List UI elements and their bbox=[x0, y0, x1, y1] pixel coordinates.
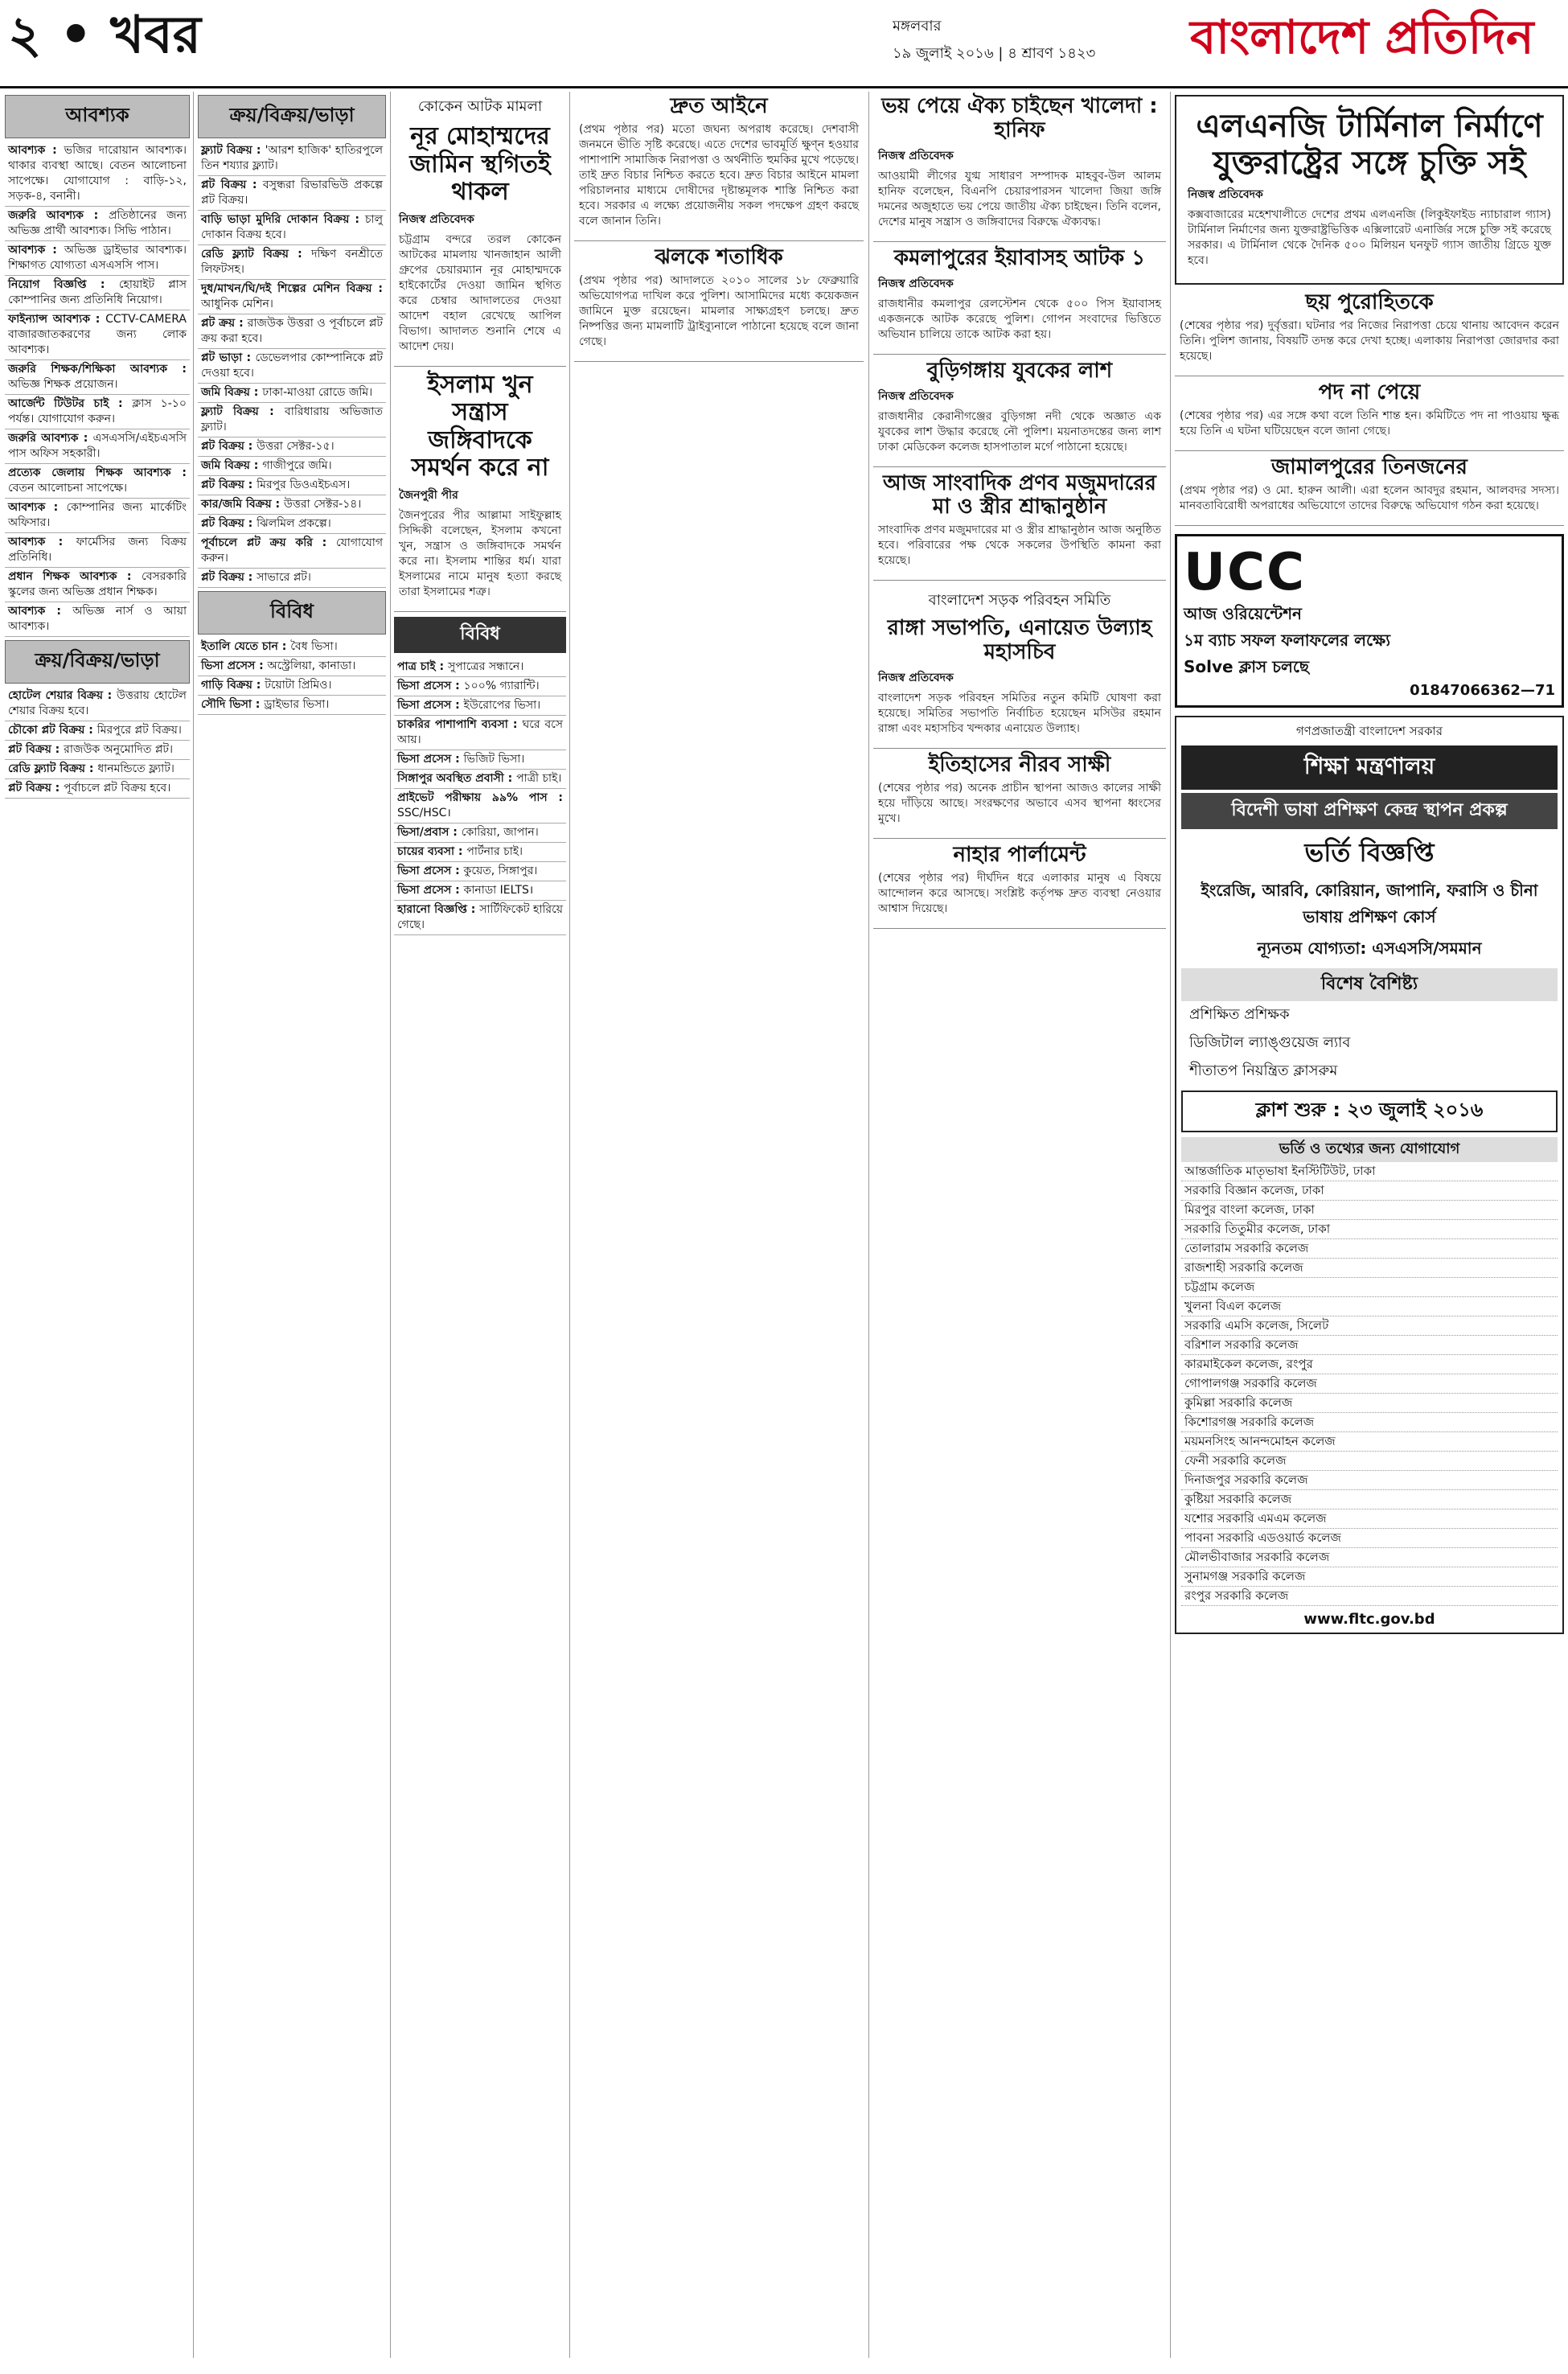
classified-text: এসএসসি/এইচএসসি পাস অফিস সহকারী। bbox=[8, 432, 187, 460]
classified-ad bbox=[394, 862, 566, 881]
classified-ad bbox=[5, 241, 190, 276]
classified-ad bbox=[5, 533, 190, 568]
story-headline: রাঙ্গা সভাপতি, এনায়েত উল্যাহ মহাসচিব bbox=[887, 616, 1152, 665]
story-headline: বুড়িগঙ্গায় যুবকের লাশ bbox=[926, 358, 1113, 383]
ad-contact-row: যশোর সরকারি এমএম কলেজ bbox=[1181, 1509, 1558, 1529]
ad-website: www.fltc.gov.bd bbox=[1303, 1610, 1435, 1628]
section-heading: আবশ্যক bbox=[5, 95, 190, 138]
hanif-story bbox=[873, 95, 1166, 242]
classified-ad bbox=[5, 207, 190, 241]
story-body: (শেষের পৃষ্ঠার পর) দীর্ঘদিন ধরে এলাকার মানুষ এ বিষয়ে আন্দোলন করে আসছে। সংশ্লিষ্ট কর্তৃপক্ষ দ্রুত ব্যবস্থা নেওয়ার আশ্বাস দিয়েছে। bbox=[878, 871, 1161, 915]
classified-text: অস্ট্রেলিয়া, কানাডা। bbox=[267, 659, 356, 672]
ad-line: Solve ক্লাস চলছে bbox=[1184, 656, 1310, 676]
story-headline: নাহার পার্লামেন্ট bbox=[953, 843, 1086, 868]
classified-text: ভিজিট ভিসা। bbox=[463, 752, 525, 766]
classified-text: চালু দোকান বিক্রয় হবে। bbox=[201, 213, 383, 241]
ad-contact-row: সরকারি এমসি কলেজ, সিলেট bbox=[1181, 1316, 1558, 1336]
classified-tag: ইতালি যেতে চান : bbox=[201, 640, 291, 653]
yaba-story bbox=[873, 247, 1166, 355]
classified-tag: ভিসা প্রসেস : bbox=[397, 679, 464, 692]
page-label: ২ • খবর bbox=[8, 6, 201, 65]
story-body: (প্রথম পৃষ্ঠার পর) ও মো. হারুন আলী। এরা হলেন আবদুর রহমান, আলবদর সদস্য। মানবতাবিরোধী অপরাধের অভিযোগে তাদের বিরুদ্ধে অভিযোগ গঠন করা হয়েছে। bbox=[1180, 483, 1559, 512]
issue-date: ১৯ জুলাই ২০১৬ | ৪ শ্রাবণ ১৪২৩ bbox=[893, 45, 1096, 62]
column-rule bbox=[569, 92, 570, 2358]
classified-ad bbox=[5, 499, 190, 533]
classified-text: রাজউক অনুমোদিত প্লট। bbox=[64, 743, 174, 756]
classified-ad bbox=[198, 495, 386, 515]
classified-text: পূর্বাচলে প্লট বিক্রয় হবে। bbox=[64, 782, 171, 795]
story-body: (শেষের পৃষ্ঠার পর) অনেক প্রাচীন স্থাপনা আজও কালের সাক্ষী হয়ে দাঁড়িয়ে আছে। সংরক্ষণের অভাবে এসব স্থাপনা ধ্বংসের মুখে। bbox=[878, 782, 1161, 826]
classified-tag: ফ্ল্যাট বিক্রয় : bbox=[201, 144, 265, 157]
classified-tag: প্লট বিক্রয় : bbox=[8, 782, 64, 795]
classified-ad bbox=[394, 901, 566, 935]
classified-tag: রেডি ফ্ল্যাট বিক্রয় : bbox=[201, 248, 312, 261]
classified-text: ঝিলমিল প্রকল্পে। bbox=[257, 517, 331, 530]
classified-ad bbox=[5, 464, 190, 499]
classified-ad bbox=[198, 280, 386, 314]
story-headline: ইতিহাসের নীরব সাক্ষী bbox=[928, 753, 1111, 778]
story-body: (প্রথম পৃষ্ঠার পর) মতো জঘন্য অপরাধ করেছে। দেশবাসী জনমনে ভীতি সৃষ্টি করেছে। এতে দেশের ভাবমূর্তি ক্ষুণ্ন হওয়ার পাশাপাশি সামাজিক নিরাপত্তা ও অর্থনীতি হুমকির মুখে পড়েছে। তাই দ্রুত বিচার নিশ্চিত করতে হবে। দ্রুত বিচার আইনে মামলা পরিচালনার মাধ্যমে দোষীদের দৃষ্টান্তমূলক শাস্তি নিশ্চিত করা হবে। সরকার এ লক্ষ্যে প্রয়োজনীয় সকল পদক্ষেপ গ্রহণ করছে বলে জানান তিনি। bbox=[579, 122, 859, 228]
classified-ad bbox=[5, 395, 190, 429]
ad-contact-row: ফেনী সরকারি কলেজ bbox=[1181, 1452, 1558, 1471]
ad-contact-row: কুমিল্লা সরকারি কলেজ bbox=[1181, 1394, 1558, 1413]
classified-tag: ভিসা প্রসেস : bbox=[397, 698, 464, 712]
classified-tag: জমি বিক্রয় : bbox=[201, 386, 263, 399]
ad-line: আজ ওরিয়েন্টেশন bbox=[1184, 603, 1302, 623]
story-body: বাংলাদেশ সড়ক পরিবহন সমিতির নতুন কমিটি ঘোষণা করা হয়েছে। সমিতির সভাপতি নির্বাচিত হয়েছেন মসিউর রহমান রাঙ্গা এবং মহাসচিব খন্দকার এনায়েত উল্যাহ। bbox=[878, 692, 1161, 736]
classified-text: পার্টনার চাই। bbox=[466, 844, 523, 858]
classified-ad bbox=[198, 384, 386, 403]
ad-qualification: ন্যূনতম যোগ্যতা: এসএসসি/সমমান bbox=[1257, 938, 1482, 958]
story-headline: নূর মোহাম্মদের জামিন স্থগিতই থাকল bbox=[409, 122, 551, 206]
ad-ministry: শিক্ষা মন্ত্রণালয় bbox=[1181, 745, 1558, 790]
classified-ad bbox=[5, 568, 190, 602]
classified-text: কুয়েত, সিঙ্গাপুর। bbox=[463, 864, 538, 877]
classified-ad bbox=[394, 824, 566, 843]
classified-tag: সৌদি ভিসা : bbox=[201, 698, 265, 711]
classified-text: আধুনিক মেশিন। bbox=[201, 298, 273, 310]
column-rule bbox=[1170, 92, 1171, 2358]
story-headline: কমলাপুরের ইয়াবাসহ আটক ১ bbox=[893, 245, 1146, 270]
classified-tag: ভিসা/প্রবাস : bbox=[397, 825, 462, 839]
classified-ad bbox=[394, 716, 566, 750]
classified-tag: ফাইন্যান্স আবশ্যক : bbox=[8, 313, 106, 326]
classified-tag: ভিসা প্রসেস : bbox=[397, 864, 464, 877]
classified-text: ধানমন্ডিতে ফ্ল্যাট। bbox=[97, 762, 174, 775]
ad-contact-list bbox=[1181, 1162, 1558, 1606]
news-column-3 bbox=[394, 92, 566, 2358]
govt-admission-advertisement bbox=[1175, 716, 1564, 1634]
classified-text: মিরপুর ডিওএইচএস। bbox=[257, 478, 351, 491]
classified-text: অভিজ্ঞ নার্স ও আয়া আবশ্যক। bbox=[8, 605, 187, 633]
story-headline: ইসলাম খুন সন্ত্রাস জঙ্গিবাদকে সমর্থন করে না bbox=[411, 370, 549, 482]
story-byline: নিজস্ব প্রতিবেদক bbox=[399, 212, 474, 226]
ad-contact-row: তোলারাম সরকারি কলেজ bbox=[1181, 1239, 1558, 1259]
ad-contact-row: কিশোরগঞ্জ সরকারি কলেজ bbox=[1181, 1413, 1558, 1432]
ad-feature: শীতাতপ নিয়ন্ত্রিত ক্লাসরুম bbox=[1189, 1062, 1338, 1079]
ad-contact-row: রংপুর সরকারি কলেজ bbox=[1181, 1587, 1558, 1606]
classified-ad bbox=[5, 741, 190, 760]
ad-contact-row: মৌলভীবাজার সরকারি কলেজ bbox=[1181, 1548, 1558, 1567]
story-headline: ছয় পুরোহিতকে bbox=[1305, 290, 1434, 314]
classified-tag: প্রধান শিক্ষক আবশ্যক : bbox=[8, 570, 142, 583]
ad-contact-row: দিনাজপুর সরকারি কলেজ bbox=[1181, 1471, 1558, 1490]
classified-list bbox=[5, 142, 190, 637]
story-headline: পদ না পেয়ে bbox=[1318, 380, 1421, 405]
classified-tag: প্লট বিক্রয় : bbox=[201, 571, 257, 584]
classified-tag: প্লট বিক্রয় : bbox=[8, 743, 64, 756]
issue-day: মঙ্গলবার bbox=[893, 18, 942, 35]
speedy-law-story bbox=[574, 95, 864, 241]
section-heading: ক্রয়/বিক্রয়/ভাড়া bbox=[198, 95, 386, 138]
ad-government: গণপ্রজাতন্ত্রী বাংলাদেশ সরকার bbox=[1295, 723, 1443, 738]
classified-ad bbox=[5, 142, 190, 207]
story-byline: জৈনপুরী পীর bbox=[399, 488, 458, 502]
story-byline: নিজস্ব প্রতিবেদক bbox=[878, 277, 954, 290]
priests-story bbox=[1175, 291, 1564, 376]
classified-ad bbox=[5, 310, 190, 360]
classified-ad bbox=[198, 676, 386, 696]
classified-tag: হোটেল শেয়ার বিক্রয় : bbox=[8, 689, 117, 702]
story-headline: আজ সাংবাদিক প্রণব মজুমদারের মা ও স্ত্রীর শ্রাদ্ধানুষ্ঠান bbox=[883, 470, 1156, 520]
classified-text: মিরপুরে প্লট বিক্রয়। bbox=[96, 724, 182, 737]
classified-list bbox=[198, 142, 386, 588]
classifieds-column-1 bbox=[5, 92, 190, 2358]
classified-tag: জরুরি আবশ্যক : bbox=[8, 209, 109, 222]
section-heading: বিবিধ bbox=[394, 617, 566, 653]
classified-text: পাত্রী চাই। bbox=[516, 771, 562, 785]
classified-ad bbox=[198, 696, 386, 715]
story-headline: জামালপুরের তিনজনের bbox=[1271, 454, 1467, 479]
ucc-logo: UCC bbox=[1184, 542, 1306, 602]
classified-tag: আর্জেন্ট টিউটর চাই : bbox=[8, 397, 133, 410]
classified-tag: জমি বিক্রয় : bbox=[201, 459, 263, 472]
classified-text: প্রতিষ্ঠানের জন্য অভিজ্ঞ প্রার্থী আবশ্যক। সিভি পাঠান। bbox=[8, 209, 187, 237]
classified-tag: প্রত্যেক জেলায় শিক্ষক আবশ্যক : bbox=[8, 466, 187, 479]
classified-text: ডেভেলপার কোম্পানিকে প্লট দেওয়া হবে। bbox=[201, 351, 384, 380]
column-rule bbox=[390, 92, 391, 2358]
story-byline: নিজস্ব প্রতিবেদক bbox=[878, 149, 954, 162]
jhalokathi-story bbox=[574, 246, 864, 362]
story-body: (শেষের পৃষ্ঠার পর) এর সঙ্গে কথা বলে তিনি শান্ত হন। কমিটিতে পদ না পাওয়ায় ক্ষুব্ধ হয়ে তিনি এ ঘটনা ঘটিয়েছেন বলে জানা গেছে। bbox=[1180, 409, 1559, 437]
classified-tag: আবশ্যক : bbox=[8, 501, 67, 514]
classified-tag: প্লট বিক্রয় : bbox=[201, 179, 263, 191]
classified-text: কোম্পানির জন্য মার্কেটিং অফিসার। bbox=[8, 501, 187, 529]
classified-text: বসুন্ধরা রিভারভিউ প্রকল্পে প্লট বিক্রয়। bbox=[201, 179, 383, 207]
classified-text: রাজউক উত্তরা ও পূর্বাচলে প্লট ক্রয় করা হবে। bbox=[201, 317, 383, 345]
ad-contact-row: ময়মনসিংহ আনন্দমোহন কলেজ bbox=[1181, 1432, 1558, 1452]
jamalpur-story bbox=[1175, 456, 1564, 526]
ad-feature: ডিজিটাল ল্যাঙ্গুয়েজ ল্যাব bbox=[1189, 1033, 1351, 1051]
shraddha-story bbox=[873, 472, 1166, 581]
story-headline: ঝলকে শতাধিক bbox=[655, 244, 783, 269]
classified-ad bbox=[394, 677, 566, 696]
classified-tag: আবশ্যক : bbox=[8, 605, 73, 618]
classified-ad bbox=[394, 750, 566, 770]
classified-tag: জরুরি আবশ্যক : bbox=[8, 432, 93, 445]
post-denied-story bbox=[1175, 381, 1564, 451]
classified-tag: বাড়ি ভাড়া মুদিরি দোকান বিক্রয় : bbox=[201, 213, 365, 226]
story-body: (শেষের পৃষ্ঠার পর) দুর্বৃত্তরা। ঘটনার পর নিজের নিরাপত্তা চেয়ে থানায় আবেদন করেন তিনি। পুলিশ জানায়, বিষয়টি তদন্ত করে দেখা হচ্ছে। এলাকায় নিরাপত্তা জোরদার করা হয়েছে। bbox=[1180, 318, 1559, 363]
classified-tag: পাত্র চাই : bbox=[397, 659, 448, 673]
classified-ad bbox=[5, 760, 190, 779]
story-kicker: কোকেন আটক মামলা bbox=[417, 98, 543, 115]
classified-text: অভিজ্ঞ ড্রাইভার আবশ্যক। শিক্ষাগত যোগ্যতা এসএসসি পাস। bbox=[8, 244, 187, 272]
ad-contact-row: সুনামগঞ্জ সরকারি কলেজ bbox=[1181, 1567, 1558, 1587]
classified-list bbox=[198, 638, 386, 715]
news-column-4 bbox=[574, 92, 864, 2358]
classified-ad bbox=[394, 696, 566, 716]
ad-feature: প্রশিক্ষিত প্রশিক্ষক bbox=[1189, 1005, 1290, 1023]
classified-tag: গাড়ি বিক্রয় : bbox=[201, 679, 265, 692]
classified-text: উত্তরা সেক্টর-১৫। bbox=[257, 440, 335, 453]
classified-ad bbox=[198, 534, 386, 569]
ad-class-start: ক্লাশ শুরু : ২৩ জুলাই ২০১৬ bbox=[1181, 1090, 1558, 1132]
classified-ad bbox=[198, 403, 386, 437]
news-column-5 bbox=[873, 92, 1166, 2358]
story-byline: নিজস্ব প্রতিবেদক bbox=[1188, 188, 1263, 201]
classified-ad bbox=[5, 687, 190, 721]
story-body: রাজধানীর কেরানীগঞ্জের বুড়িগঙ্গা নদী থেকে অজ্ঞাত এক যুবকের লাশ উদ্ধার করেছে নৌ পুলিশ। ময়নাতদন্তের জন্য লাশ ঢাকা মেডিকেল কলেজ হাসপাতাল মর্গে পাঠানো হয়েছে। bbox=[878, 409, 1161, 454]
classified-tag: চৌকো প্লট বিক্রয় : bbox=[8, 724, 97, 737]
classified-tag: চাকরির পাশাপাশি ব্যবসা : bbox=[397, 717, 523, 731]
ad-contact-title: ভর্তি ও তথ্যের জন্য যোগাযোগ bbox=[1181, 1137, 1558, 1162]
classified-tag: জরুরি শিক্ষক/শিক্ষিকা আবশ্যক : bbox=[8, 363, 187, 376]
classified-text: কানাডা IELTS। bbox=[463, 883, 534, 897]
section-heading: ক্রয়/বিক্রয়/ভাড়া bbox=[5, 640, 190, 684]
classified-tag: পূর্বাচলে প্লট ক্রয় করি : bbox=[201, 536, 337, 549]
classified-tag: প্লট ভাড়া : bbox=[201, 351, 256, 364]
story-body: (প্রথম পৃষ্ঠার পর) আদালতে ২০১০ সালের ১৮ ফেব্রুয়ারি অভিযোগপত্র দাখিল করে পুলিশ। আসামিদের মধ্যে কয়েকজন জামিনে মুক্ত রয়েছেন। মামলার সাক্ষ্যগ্রহণ চলছে। দ্রুত নিষ্পত্তির জন্য মামলাটি ট্রাইব্যুনালে পাঠানো হয়েছে বলে জানা গেছে। bbox=[579, 273, 859, 348]
classified-ad bbox=[394, 770, 566, 789]
story-body: জৈনপুরের পীর আল্লামা সাইফুল্লাহ সিদ্দিকী বলেছেন, ইসলাম কখনো খুন, সন্ত্রাস ও জঙ্গিবাদকে সমর্থন করে না। ইসলাম শান্তির ধর্ম। যারা ইসলামের নামে মানুষ হত্যা করছে তারা ইসলামের শত্রু। bbox=[399, 508, 561, 598]
classified-ad bbox=[394, 789, 566, 824]
islam-story bbox=[394, 372, 566, 612]
column-rule bbox=[193, 92, 194, 2358]
classified-text: হোয়াইট প্লাস কোম্পানির জন্য প্রতিনিধি নিয়োগ। bbox=[8, 278, 187, 306]
classified-ad bbox=[394, 881, 566, 901]
story-kicker: বাংলাদেশ সড়ক পরিবহন সমিতি bbox=[928, 592, 1111, 610]
classified-ad bbox=[5, 276, 190, 310]
classified-ad bbox=[198, 349, 386, 384]
classified-ad bbox=[198, 142, 386, 176]
news-column-6 bbox=[1175, 92, 1564, 2358]
story-body: সাংবাদিক প্রণব মজুমদারের মা ও স্ত্রীর শ্রাদ্ধানুষ্ঠান আজ অনুষ্ঠিত হবে। পরিবারের পক্ষ থেকে সকলের উপস্থিতি কামনা করা হয়েছে। bbox=[878, 524, 1161, 568]
story-body: চট্টগ্রাম বন্দরে তরল কোকেন আটকের মামলায় খানজাহান আলী গ্রুপের চেয়ারম্যান নূর মোহাম্মদকে হাইকোর্টের দেওয়া জামিন স্থগিত করে চেম্বার আদালতের দেওয়া আদেশ বহাল রেখেছে আপিল বিভাগ। আদালত শুনানি শেষে এ আদেশ দেয়। bbox=[399, 232, 561, 353]
lng-story bbox=[1175, 95, 1564, 285]
classified-tag: প্লট বিক্রয় : bbox=[201, 440, 257, 453]
classified-text: উত্তরায় হোটেল শেয়ার বিক্রয় হবে। bbox=[8, 689, 187, 717]
ucc-advertisement bbox=[1175, 534, 1564, 708]
classified-text: ঘরে বসে আয়। bbox=[397, 717, 564, 746]
classified-ad bbox=[198, 476, 386, 495]
ad-contact-row: আন্তর্জাতিক মাতৃভাষা ইনস্টিটিউট, ঢাকা bbox=[1181, 1162, 1558, 1181]
classified-ad bbox=[198, 569, 386, 588]
ad-contact-row: কারমাইকেল কলেজ, রংপুর bbox=[1181, 1355, 1558, 1374]
story-headline: ভয় পেয়ে ঐক্য চাইছেন খালেদা : হানিফ bbox=[881, 94, 1158, 142]
ad-contact-row: খুলনা বিএল কলেজ bbox=[1181, 1297, 1558, 1316]
classified-tag: নিয়োগ বিজ্ঞপ্তি : bbox=[8, 278, 119, 291]
ad-features-title: বিশেষ বৈশিষ্ট্য bbox=[1181, 968, 1558, 1001]
masthead bbox=[0, 0, 1568, 88]
classified-text: 'আরশ হাজিক' হাতিরপুলে তিন শয্যার ফ্ল্যাট। bbox=[201, 144, 384, 172]
ad-languages: ইংরেজি, আরবি, কোরিয়ান, জাপানি, ফরাসি ও চীনা ভাষায় প্রশিক্ষণ কোর্স bbox=[1201, 880, 1538, 926]
ad-contact-row: কুষ্টিয়া সরকারি কলেজ bbox=[1181, 1490, 1558, 1509]
ad-contact-row: সরকারি তিতুমীর কলেজ, ঢাকা bbox=[1181, 1220, 1558, 1239]
classified-text: CCTV-CAMERA বাজারজাতকরণের জন্য লোক আবশ্যক। bbox=[8, 313, 187, 356]
classified-tag: ফ্ল্যাট বিক্রয় : bbox=[201, 405, 285, 418]
court-story bbox=[394, 92, 566, 367]
classified-text: ১০০% গ্যারান্টি। bbox=[463, 679, 540, 692]
story-body: কক্সবাজারের মহেশখালীতে দেশের প্রথম এলএনজি (লিকুইফাইড ন্যাচারাল গ্যাস) টার্মিনাল নির্মাণের জন্য যুক্তরাষ্ট্রভিত্তিক এক্সিলারেট এনার্জির সঙ্গে চুক্তি সই করেছে সরকার। এ টার্মিনাল থেকে দৈনিক ৫০০ মিলিয়ন ঘনফুট গ্যাস জাতীয় গ্রিডে যুক্ত হবে। bbox=[1188, 208, 1551, 267]
classified-text: ভজির দারোয়ান আবশ্যক। থাকার ব্যবস্থা আছে। বেতন আলোচনা সাপেক্ষে। যোগাযোগ : বাড়ি-১২, সড়ক-৪, বনানী। bbox=[8, 144, 187, 203]
classifieds-column-2 bbox=[198, 92, 386, 2358]
classified-tag: ভিসা প্রসেস : bbox=[397, 883, 464, 897]
newspaper-logo: বাংলাদেশ প্রতিদিন bbox=[1190, 10, 1534, 64]
story-headline: দ্রুত আইনে bbox=[670, 94, 768, 118]
story-body: আওয়ামী লীগের যুগ্ম সাধারণ সম্পাদক মাহবুব-উল আলম হানিফ বলেছেন, বিএনপি চেয়ারপারসন খালেদা জিয়া জঙ্গি দমনের অজুহাতে ভয় পেয়ে জাতীয় ঐক্য চাইছেন। তিনি বলেন, দেশের মানুষ সন্ত্রাস ও জঙ্গিবাদের বিরুদ্ধে ঐক্যবদ্ধ। bbox=[878, 169, 1161, 228]
classified-tag: আবশ্যক : bbox=[8, 144, 64, 157]
ad-contact-row: মিরপুর বাংলা কলেজ, ঢাকা bbox=[1181, 1201, 1558, 1220]
classified-text: ইউরোপের ভিসা। bbox=[463, 698, 541, 712]
classified-ad bbox=[5, 602, 190, 637]
classified-ad bbox=[394, 843, 566, 862]
classified-text: সার্টিফিকেট হারিয়ে গেছে। bbox=[397, 902, 563, 931]
classified-text: উত্তরা সেক্টর-১৪। bbox=[283, 498, 362, 511]
classified-tag: হারানো বিজ্ঞপ্তি : bbox=[397, 902, 480, 916]
classified-text: ঢাকা-মাওয়া রোডে জমি। bbox=[262, 386, 373, 399]
classified-text: কোরিয়া, জাপান। bbox=[461, 825, 539, 839]
classified-text: টয়োটা প্রিমিও। bbox=[265, 679, 332, 692]
history-witness-story bbox=[873, 754, 1166, 839]
ad-project: বিদেশী ভাষা প্রশিক্ষণ কেন্দ্র স্থাপন প্রকল্প bbox=[1181, 793, 1558, 829]
classified-tag: চায়ের ব্যবসা : bbox=[397, 844, 467, 858]
classified-tag: রেডি ফ্ল্যাট বিক্রয় : bbox=[8, 762, 98, 775]
classified-text: ড্রাইভার ভিসা। bbox=[264, 698, 330, 711]
classified-ad bbox=[198, 657, 386, 676]
nahar-story bbox=[873, 844, 1166, 929]
classified-text: সাভারে প্লট। bbox=[257, 571, 311, 584]
classified-tag: প্লট বিক্রয় : bbox=[201, 478, 257, 491]
section-heading: বিবিধ bbox=[198, 591, 386, 635]
classified-ad bbox=[5, 721, 190, 741]
classified-tag: আবশ্যক : bbox=[8, 536, 76, 548]
classified-text: দক্ষিণ বনশ্রীতে লিফটসহ। bbox=[201, 248, 383, 276]
classified-tag: ভিসা প্রসেস : bbox=[201, 659, 268, 672]
story-body: রাজধানীর কমলাপুর রেলস্টেশন থেকে ৫০০ পিস ইয়াবাসহ একজনকে আটক করেছে পুলিশ। গোপন সংবাদের ভিত্তিতে অভিযান চালিয়ে তাকে আটক করা হয়। bbox=[878, 297, 1161, 341]
classified-list bbox=[394, 658, 566, 935]
story-headline: এলএনজি টার্মিনাল নির্মাণে যুক্তরাষ্ট্রের সঙ্গে চুক্তি সই bbox=[1196, 108, 1543, 182]
classified-list bbox=[5, 687, 190, 799]
classified-tag: প্লট বিক্রয় : bbox=[201, 517, 257, 530]
classified-ad bbox=[198, 176, 386, 211]
ad-contact-row: চট্টগ্রাম কলেজ bbox=[1181, 1278, 1558, 1297]
classified-ad bbox=[198, 314, 386, 349]
classified-text: অভিজ্ঞ শিক্ষক প্রয়োজন। bbox=[8, 378, 118, 391]
ad-contact-row: পাবনা সরকারি এডওয়ার্ড কলেজ bbox=[1181, 1529, 1558, 1548]
ad-contact-row: সরকারি বিজ্ঞান কলেজ, ঢাকা bbox=[1181, 1181, 1558, 1201]
classified-ad bbox=[5, 779, 190, 799]
classified-text: সুপাত্রের সন্ধানে। bbox=[447, 659, 524, 673]
classified-ad bbox=[198, 245, 386, 280]
classified-tag: প্রাইভেট পরীক্ষায় ৯৯% পাস : bbox=[397, 791, 563, 804]
classified-text: যোগাযোগ করুন। bbox=[201, 536, 383, 565]
classified-tag: কার/জমি বিক্রয় : bbox=[201, 498, 284, 511]
classified-text: ফার্মেসির জন্য বিক্রয় প্রতিনিধি। bbox=[8, 536, 187, 564]
classified-text: বারিধারায় অভিজাত ফ্ল্যাট। bbox=[201, 405, 383, 433]
classified-ad bbox=[394, 658, 566, 677]
classified-ad bbox=[198, 211, 386, 245]
classified-ad bbox=[198, 515, 386, 534]
classified-text: বেসরকারি স্কুলের জন্য অভিজ্ঞ প্রধান শিক্ষক। bbox=[8, 570, 187, 598]
story-byline: নিজস্ব প্রতিবেদক bbox=[878, 672, 954, 685]
ad-contact-row: রাজশাহী সরকারি কলেজ bbox=[1181, 1259, 1558, 1278]
ad-line: ১ম ব্যাচ সফল ফলাফলের লক্ষ্যে bbox=[1184, 630, 1391, 650]
ad-phone: 01847066362—71 bbox=[1410, 681, 1555, 699]
classified-ad bbox=[198, 437, 386, 457]
classified-tag: সিঙ্গাপুর অবস্থিত প্রবাসী : bbox=[397, 771, 517, 785]
classified-tag: আবশ্যক : bbox=[8, 244, 64, 257]
classified-ad bbox=[198, 638, 386, 657]
classified-text: বেতন আলোচনা সাপেক্ষে। bbox=[8, 482, 128, 495]
classified-text: বৈধ ভিসা। bbox=[290, 640, 338, 653]
classified-text: গাজীপুরে জমি। bbox=[262, 459, 332, 472]
buriganga-story bbox=[873, 359, 1166, 467]
classified-ad bbox=[5, 360, 190, 395]
story-byline: নিজস্ব প্রতিবেদক bbox=[878, 389, 954, 403]
classified-ad bbox=[5, 429, 190, 464]
classified-ad bbox=[198, 457, 386, 476]
classified-text: ক্লাস ১-১০ পর্যন্ত। যোগাযোগ করুন। bbox=[8, 397, 187, 425]
ad-contact-row: বরিশাল সরকারি কলেজ bbox=[1181, 1336, 1558, 1355]
transport-owners-story bbox=[873, 585, 1166, 749]
classified-tag: দুধ/মাখন/ঘি/দই শিল্পের মেশিন বিক্রয় : bbox=[201, 282, 383, 295]
column-rule bbox=[868, 92, 869, 2358]
ad-notice-title: ভর্তি বিজ্ঞপ্তি bbox=[1304, 836, 1435, 868]
classified-tag: ভিসা প্রসেস : bbox=[397, 752, 464, 766]
classified-tag: প্লট ক্রয় : bbox=[201, 317, 248, 330]
classified-text: SSC/HSC। bbox=[397, 806, 451, 819]
ad-contact-row: গোপালগঞ্জ সরকারি কলেজ bbox=[1181, 1374, 1558, 1394]
